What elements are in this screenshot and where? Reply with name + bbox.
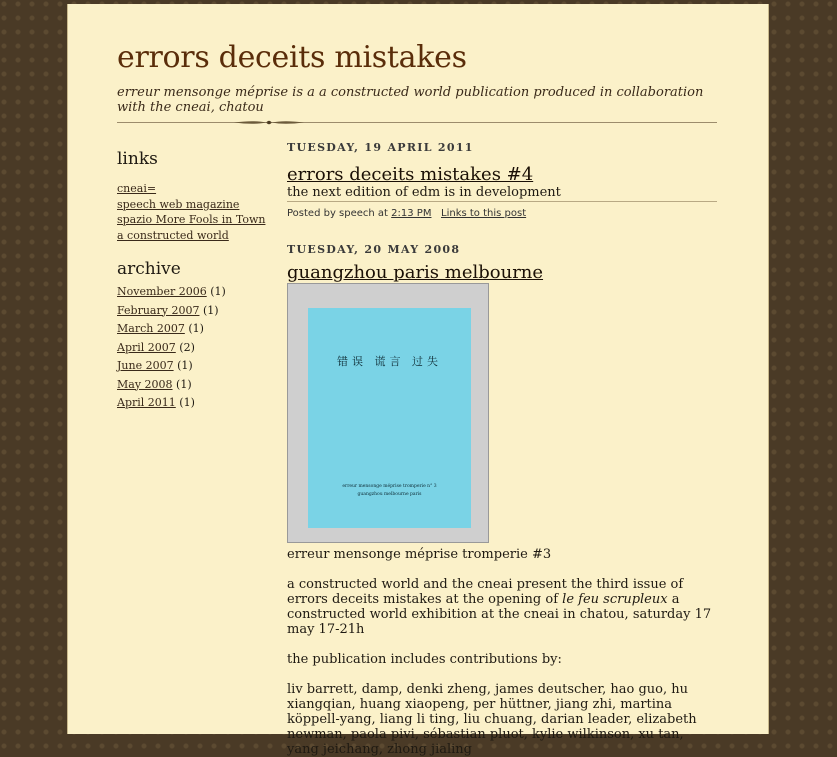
- archive-link[interactable]: May 2008: [117, 377, 173, 391]
- post-paragraph: [287, 577, 717, 637]
- archive-item: [117, 302, 267, 321]
- ornament-icon: [234, 118, 304, 127]
- sidebar-link-constructed-world[interactable]: a constructed world: [117, 228, 229, 242]
- archive-count: (1): [202, 303, 219, 317]
- post-date: TUESDAY, 20 MAY 2008: [287, 243, 461, 256]
- page-container: [67, 4, 769, 757]
- post-date: TUESDAY, 19 APRIL 2011: [287, 141, 474, 154]
- blog-header: [117, 40, 717, 115]
- post-footer: [287, 201, 717, 219]
- exhibition-title: le feu scrupleux: [562, 592, 668, 607]
- post-body: the next edition of edm is in development: [287, 185, 561, 200]
- post-paragraph: the publication includes contributions by:: [287, 652, 562, 667]
- archive-link[interactable]: November 2006: [117, 285, 207, 298]
- archive-count: (1): [176, 377, 192, 391]
- archive-link[interactable]: June 2007: [117, 359, 174, 372]
- post-body: [287, 547, 717, 757]
- contributors-list: liv barrett, damp, denki zheng, james deutscher, hao guo, hu xiangqian, huang xiaopeng, per hüttner, jiang zhi, martina köppell-yang, liang li ting, liu chuang, darian leader, elizabeth newman, paola pivi, sébastian pluot, kylie wilkinson, xu tan, yang jeichang, zhong jialing: [287, 682, 697, 757]
- archive-count: (2): [179, 340, 195, 354]
- archive-count: (1): [179, 396, 195, 409]
- sidebar-link-cneai[interactable]: cneai=: [117, 182, 157, 195]
- cover-cities: guangzhou melbourne paris: [357, 492, 422, 497]
- blog-title[interactable]: errors deceits mistakes: [117, 40, 467, 75]
- archive-item: [117, 357, 267, 376]
- archive-item: [117, 394, 267, 413]
- post-title[interactable]: errors deceits mistakes #4: [287, 164, 534, 185]
- post-text: a constructed world and the cneai present the third issue of errors deceits mistakes at the opening of: [287, 577, 684, 607]
- archive-link[interactable]: April 2011: [117, 396, 176, 409]
- archive-item: [117, 376, 267, 395]
- cover-subtitle: erreur mensonge méprise tromperie n° 3: [342, 484, 437, 489]
- main-content: [287, 141, 717, 757]
- post-text: a constructed world exhibition at the cneai in chatou, saturday 17 may 17-21h: [287, 592, 712, 637]
- archive-link[interactable]: February 2007: [117, 303, 200, 317]
- sidebar: [117, 149, 267, 413]
- archive-link[interactable]: March 2007: [117, 322, 185, 335]
- blog-description: erreur mensonge méprise is a a constructed world publication produced in collaboration with the cneai, chatou: [117, 85, 704, 115]
- links-heading: links: [117, 149, 158, 169]
- links-to-post[interactable]: Links to this post: [441, 208, 527, 219]
- post-time-link[interactable]: 2:13 PM: [391, 208, 432, 219]
- sidebar-link-speech[interactable]: speech web magazine: [117, 197, 240, 211]
- book-cover: [308, 308, 471, 528]
- archive-heading: archive: [117, 259, 181, 279]
- archive-item: [117, 283, 267, 302]
- post-title[interactable]: guangzhou paris melbourne: [287, 262, 544, 283]
- archive-count: (1): [188, 322, 204, 335]
- cover-chinese-title: 错误 谎言 过失: [337, 355, 442, 368]
- archive-count: (1): [177, 359, 193, 372]
- sidebar-link-spazio[interactable]: spazio More Fools in Town: [117, 213, 266, 226]
- header-divider: [117, 122, 717, 123]
- post-author: Posted by speech at: [287, 208, 388, 219]
- archive-item: [117, 320, 267, 339]
- image-caption: erreur mensonge méprise tromperie #3: [287, 547, 552, 562]
- archive-link[interactable]: April 2007: [117, 340, 176, 354]
- archive-item: [117, 339, 267, 358]
- archive-count: (1): [210, 285, 226, 298]
- publication-cover-image[interactable]: [287, 283, 489, 543]
